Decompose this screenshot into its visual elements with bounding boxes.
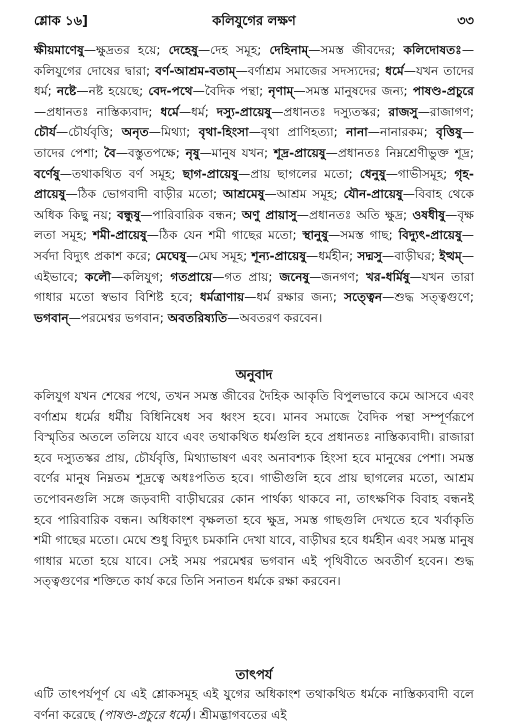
synonym-meaning: —ঠিক ভোগবাদী বাড়ীর মতো; [65, 187, 223, 202]
synonym-meaning: —প্রধানতঃ নিম্নশ্রেণীভুক্ত শূদ্র; [325, 145, 475, 160]
synonym-meaning: —মিথ্যা; [148, 125, 199, 140]
synonym-term: গতপ্রায়ে [170, 269, 213, 284]
synonym-term: নৃণাম্ [268, 84, 294, 99]
synonym-meaning: —অবতরণ করবেন। [227, 310, 323, 325]
synonym-meaning: —সমস্ত গাছ; [328, 228, 399, 243]
synonym-term: নষ্টে [56, 84, 77, 99]
synonym-term: মেঘেষু [155, 248, 187, 263]
synonym-meaning: —পারিবারিক বন্ধন; [140, 207, 242, 222]
synonym-meaning: —প্রধানতঃ অতি ক্ষুদ্র; [296, 207, 413, 222]
synonym-term: রাজসু [388, 104, 418, 119]
page-header [34, 12, 474, 34]
synonym-meaning: —বস্তুতপক্ষে; [115, 145, 186, 160]
synonym-term: অবতরিষ্যতি [167, 310, 228, 325]
purport-end: । শ্রীমদ্ভাগবতের এই [191, 707, 287, 722]
synonym-meaning: —যখন তারা গাধার মতো স্বভাব বিশিষ্ট হবে; [34, 269, 475, 305]
synonym-meaning: —দেহ সমূহ; [197, 43, 270, 57]
translation-heading: অনুবাদ [235, 368, 273, 383]
synonym-meaning: —বাড়ীঘর; [382, 248, 440, 263]
synonym-term: যৌন-প্রায়েষু [343, 187, 403, 202]
synonym-term: জনেষু [279, 269, 310, 284]
synonym-meaning: —কলিযুগের দোষের দ্বারা; [34, 43, 474, 78]
synonym-meaning: —চৌর্যবৃত্তি; [56, 125, 122, 140]
synonym-meaning: —আশ্রম সমূহ; [264, 187, 344, 202]
synonym-term: ধর্মে [385, 63, 404, 78]
synonym-meaning: —যখন তাদের ধর্ম; [34, 63, 474, 99]
synonym-term: শমী-প্রায়েষু [92, 228, 147, 243]
purport-block [34, 684, 474, 725]
synonyms-text [34, 40, 474, 328]
synonym-meaning: —গত প্রায়; [212, 269, 280, 284]
translation-block [34, 386, 474, 592]
synonym-meaning: —কলিযুগ; [111, 269, 171, 284]
translation-text: কলিযুগ যখন শেষের পথে, তখন সমস্ত জীবের দৈহিক আকৃতি বিপুলভাবে কমে আসবে এবং বর্ণাশ্রম ধর্মের ধর্মীয় বিধিনিষেধ সব ধ্বংস হবে। মানব সমাজে বৈদিক পন্থা সম্পূর্ণরূপে বিস্মৃতির অতলে তলিয়ে যাবে এবং তথাকথিত ধর্মগুলি হবে প্রধানতঃ নাস্তিক্যবাদী। রাজারা হবে দস্যুতস্কর প্রায়, চৌর্যবৃত্তি, মিথ্যাভাষণ এবং অনাবশ্যক হিংসা হবে মানুষের পেশা। সমস্ত বর্ণের মানুষ নিম্নতম শূদ্রত্বে অধঃপতিত হবে। গাভীগুলি হবে প্রায় ছাগলের মতো, আশ্রম তপোবনগুলি সঙ্গে জড়বাদী বাড়ীঘরের কোন পার্থক্য থাকবে না, তাৎক্ষণিক বিবাহ বন্ধনই হবে পারিবারিক বন্ধন। অধিকাংশ বৃক্ষলতা হবে ক্ষুদ্র, সমস্ত গাছগুলি দেখতে হবে খর্বাকৃতি শমী গাছের মতো। মেঘে শুধু বিদ্যুৎ চমকানি দেখা যাবে, বাড়ীঘর হবে ধর্মহীন এবং সমস্ত মানুষ গাধার মতো হয়ে যাবে। সেই সময় পরমেশ্বর ভগবান এই পৃথিবীতে অবতীর্ণ হবেন। শুদ্ধ সত্ত্বগুণের শক্তিতে কার্য করে তিনি সনাতন ধর্মকে রক্ষা করবেন। [34, 389, 474, 589]
synonym-meaning: —সমস্ত জীবদের; [308, 43, 404, 57]
synonym-term: বেদ-পথে [148, 84, 193, 99]
purport-text [34, 684, 474, 725]
page-number: ৩৩ [457, 14, 474, 29]
synonym-term: সদ্মসু [357, 248, 383, 263]
synonym-term: কলিদোষতঃ [403, 43, 462, 57]
synonym-term: বর্ণেষু [34, 166, 60, 181]
synonym-term: শূদ্র-প্রায়েষু [273, 145, 326, 160]
synonyms-block [34, 40, 474, 362]
synonym-term: ধেনুষু [359, 166, 386, 181]
synonym-term: দেহেষু [168, 43, 198, 57]
synonym-term: নৃষু [185, 145, 200, 160]
purport-heading: তাৎপর্য [235, 668, 273, 683]
synonym-term: বন্ধুষু [117, 207, 141, 222]
synonym-meaning: —ক্ষুদ্রতর হয়ে; [83, 43, 169, 57]
purport-start: এটি তাৎপর্যপূর্ণ যে এই শ্লোকসমূহ এই যুগের অধিকাংশ তথাকথিত ধর্মকে নাস্তিক্যবাদী বলে বর্ণনা করেছে [34, 687, 474, 722]
synonym-meaning: —এইভাবে; [34, 248, 474, 284]
synonym-meaning: —বৃথা প্রাণিহত্যা; [248, 125, 347, 140]
synonym-term: বৃত্তিষু [436, 125, 462, 140]
synonym-meaning: —পরমেশ্বর ভগবান; [68, 310, 168, 325]
synonym-meaning: —প্রধানতঃ দস্যুতস্কর; [271, 104, 389, 119]
synonym-meaning: —ধর্মহীন; [306, 248, 358, 263]
synonym-term: কলৌ [85, 269, 111, 284]
verse-reference: শ্লোক ১৬] [34, 14, 88, 29]
synonym-term: ক্ষীয়মাণেষু [34, 43, 84, 57]
synonym-term: বর্ণ-আশ্রম-বতাম্ [155, 63, 236, 78]
purport-italic: (পাষণ্ড-প্রচুরে ধর্মে) [99, 707, 192, 722]
chapter-title: কলিযুগের লক্ষণ [212, 14, 296, 29]
synonym-meaning: —ঠিক যেন শমী গাছের মতো; [146, 228, 303, 243]
synonym-meaning: —রাজাগণ; [417, 104, 475, 119]
synonym-meaning: —গাভীসমূহ; [385, 166, 455, 181]
synonym-meaning: —নানারকম; [367, 125, 437, 140]
synonym-meaning: —বৃক্ষ লতা সমূহ; [34, 207, 474, 243]
synonym-meaning: —শুদ্ধ সত্ত্বগুণে; [382, 290, 474, 305]
synonym-meaning: —মেঘ সমূহ; [186, 248, 252, 263]
synonym-meaning: —বিবাহ থেকে অধিক কিছু নয়; [34, 187, 475, 222]
synonym-term: ওষধীষু [412, 207, 446, 222]
synonym-term: শূন্য-প্রায়েষু [251, 248, 307, 263]
synonym-meaning: —তাদের পেশা; [34, 125, 474, 160]
synonym-meaning: —ধর্ম রক্ষার জন্য; [244, 290, 345, 305]
synonym-meaning: —সর্বদা বিদ্যুৎ প্রকাশ করে; [34, 228, 474, 263]
synonym-term: ইত্থম্ [439, 248, 462, 263]
synonym-term: অণু প্রায়াসু [241, 207, 297, 222]
synonym-meaning: —সমস্ত মানুষদের জন্য; [293, 84, 413, 99]
synonym-term: চৌর্য [34, 125, 57, 140]
synonym-meaning: —বৈদিক পন্থা; [192, 84, 269, 99]
synonym-term: ভগবান্ [34, 310, 69, 325]
synonym-term: নানা [346, 125, 368, 140]
synonym-term: ধর্মে [160, 104, 179, 119]
synonym-meaning: —প্রধানতঃ নাস্তিক্যবাদ; [34, 104, 161, 119]
synonym-term: বিদ্যুৎ-প্রায়েষু [398, 228, 462, 243]
synonym-term: খর-ধর্মিষু [366, 269, 410, 284]
synonym-meaning: —নষ্ট হয়েছে; [76, 84, 149, 99]
synonym-term: পাষণ্ড-প্রচুরে [412, 84, 475, 99]
synonym-term: অনৃত [121, 125, 149, 140]
synonym-meaning: —বর্ণাশ্রম সমাজের সদস্যদের; [235, 63, 386, 78]
synonym-term: দেহিনাম্ [269, 43, 309, 57]
synonym-term: সত্ত্বেন [344, 290, 383, 305]
synonym-term: ধর্মত্রাণায় [200, 290, 245, 305]
synonym-meaning: —ধর্ম; [178, 104, 217, 119]
synonym-term: স্থানুষু [302, 228, 329, 243]
synonym-term: বৃথা-হিংসা [198, 125, 249, 140]
synonym-term: দস্যু-প্রায়েষু [216, 104, 272, 119]
synonym-meaning: —মানুষ যখন; [199, 145, 274, 160]
synonym-meaning: —তথাকথিত বর্ণ সমূহ; [59, 166, 183, 181]
synonym-meaning: —প্রায় ছাগলের মতো; [238, 166, 360, 181]
synonym-term: ছাগ-প্রায়েষু [182, 166, 239, 181]
synonym-meaning: —জনগণ; [309, 269, 367, 284]
synonym-term: বৈ [104, 145, 116, 160]
synonym-term: গৃহ-প্রায়েষু [34, 166, 474, 202]
synonym-term: আশ্রমেষু [222, 187, 265, 202]
